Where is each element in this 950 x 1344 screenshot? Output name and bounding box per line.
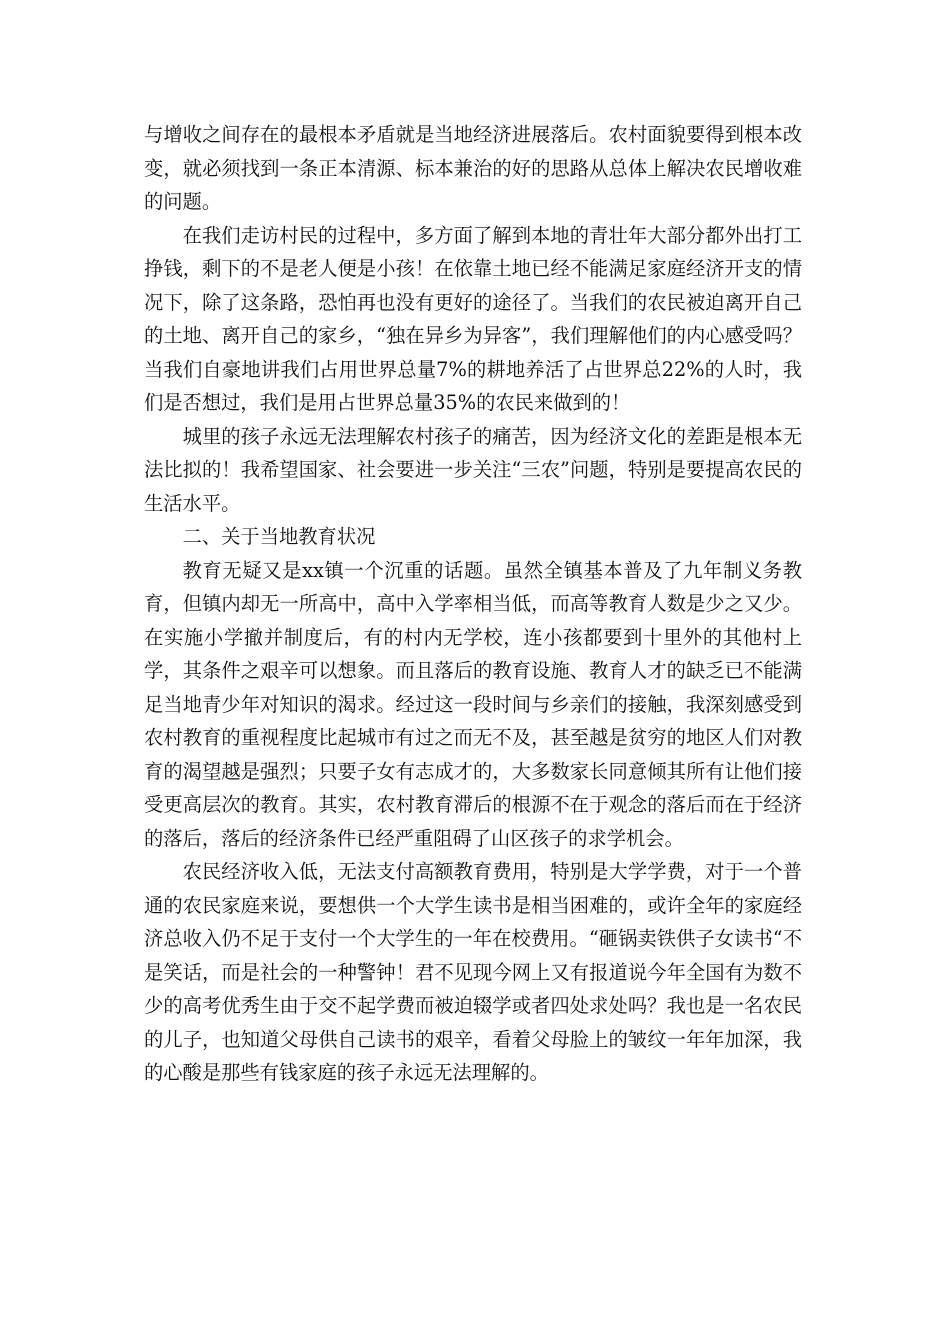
paragraph-education-status: 教育无疑又是xx镇一个沉重的话题。虽然全镇基本普及了九年制义务教育，但镇内却无一所高中，高中入学率相当低，而高等教育人数是少之又少。在实施小学撤并制度后，有的村内无学校，连小孩都要到十里外的其他村上学，其条件之艰辛可以想象。而且落后的教育设施、教育人才的缺乏已不能满足当地青少年对知识的渴求。经过这一段时间与乡亲们的接触，我深刻感受到农村教育的重视程度比起城市有过之而无不及，甚至越是贫穷的地区人们对教育的渴望越是强烈；只要子女有志成才的，大多数家长同意倾其所有让他们接受更高层次的教育。其实，农村教育滞后的根源不在于观念的落后而在于经济的落后，落后的经济条件已经严重阻碍了山区孩子的求学机会。 bbox=[144, 558, 802, 850]
document-page bbox=[144, 118, 802, 1090]
paragraph-tuition-burden: 农民经济收入低，无法支付高额教育费用，特别是大学学费，对于一个普通的农民家庭来说，要想供一个大学生读书是相当困难的，或许全年的家庭经济总收入仍不足于支付一个大学生的一年在校费用。“砸锅卖铁供子女读书“不是笑话，而是社会的一种警钟！君不见现今网上又有报道说今年全国有为数不少的高考优秀生由于交不起学费而被迫辍学或者四处求处吗？我也是一名农民的儿子，也知道父母供自己读书的艰辛，看着父母脸上的皱纹一年年加深，我的心酸是那些有钱家庭的孩子永远无法理解的。 bbox=[144, 860, 802, 1084]
section-heading-education: 二、关于当地教育状况 bbox=[182, 525, 376, 548]
paragraph-rural-contradiction: 与增收之间存在的最根本矛盾就是当地经济进展落后。农村面貌要得到根本改变，就必须找到一条正本清源、标本兼治的好的思路从总体上解决农民增收难的问题。 bbox=[144, 123, 802, 213]
paragraph-migrant-workers: 在我们走访村民的过程中，多方面了解到本地的青壮年大部分都外出打工挣钱，剩下的不是老人便是小孩！在依靠土地已经不能满足家庭经济开支的情况下，除了这条路，恐怕再也没有更好的途径了。当我们的农民被迫离开自己的土地、离开自己的家乡，“独在异乡为异客”，我们理解他们的内心感受吗？当我们自豪地讲我们占用世界总量7%的耕地养活了占世界总22%的人时，我们是否想过，我们是用占世界总量35%的农民来做到的！ bbox=[144, 223, 802, 414]
paragraph-city-rural-gap: 城里的孩子永远无法理解农村孩子的痛苦，因为经济文化的差距是根本无法比拟的！我希望国家、社会要进一步关注“三农”问题，特别是要提高农民的生活水平。 bbox=[144, 424, 802, 515]
